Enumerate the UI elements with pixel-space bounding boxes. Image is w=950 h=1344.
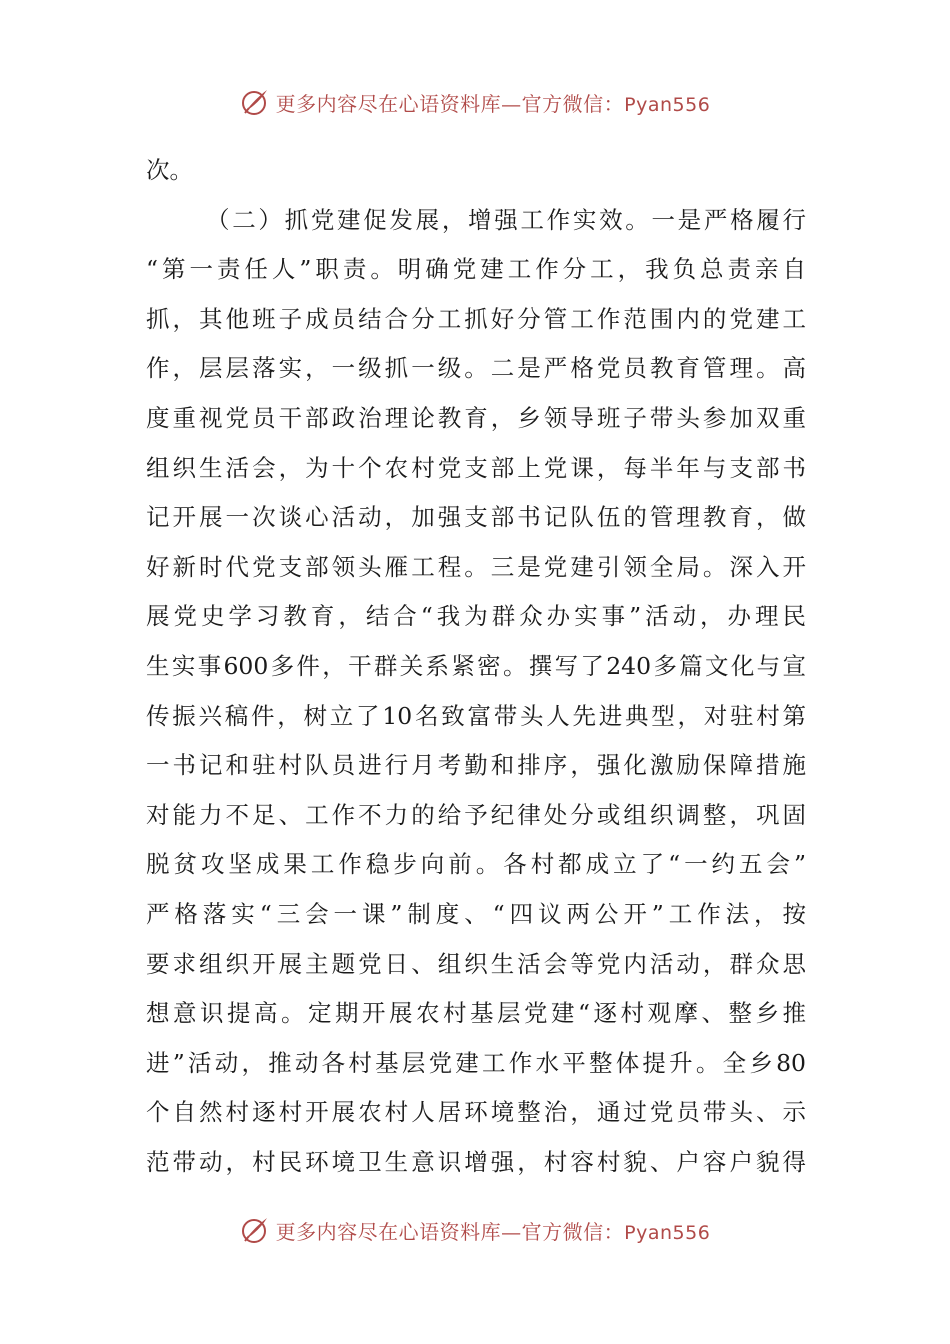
body-line: 次。 (146, 156, 193, 184)
body-line: 组织生活会，为十个农村党支部上党课，每半年与支部书 (146, 453, 806, 482)
body-line: 生实事600多件，干群关系紧密。撰写了240多篇文化与宣 (146, 651, 806, 680)
body-line: 传振兴稿件，树立了10名致富带头人先进典型，对驻村第 (146, 701, 806, 730)
header-banner-text: 更多内容尽在心语资料库—官方微信：Pyan556 (275, 91, 711, 116)
body-line: 严格落实“三会一课”制度、“四议两公开”工作法，按 (146, 899, 806, 928)
body-line: 范带动，村民环境卫生意识增强，村容村貌、户容户貌得 (146, 1147, 806, 1176)
body-line: 一书记和驻村队员进行月考勤和排序，强化激励保障措施 (146, 751, 806, 780)
footer-wechat-account: Pyan556 (624, 1221, 711, 1244)
body-line: 作，层层落实，一级抓一级。二是严格党员教育管理。高 (146, 354, 806, 383)
body-line: 个自然村逐村开展农村人居环境整治，通过党员带头、示 (146, 1098, 806, 1127)
document-body (146, 146, 806, 1187)
body-line: 想意识提高。定期开展农村基层党建“逐村观摩、整乡推 (146, 999, 806, 1028)
header-banner (0, 82, 950, 122)
body-line: 记开展一次谈心活动，加强支部书记队伍的管理教育，做 (146, 503, 806, 532)
body-line: 脱贫攻坚成果工作稳步向前。各村都成立了“一约五会” (146, 850, 806, 879)
quill-logo-icon (240, 87, 270, 117)
body-line: “第一责任人”职责。明确党建工作分工，我负总责亲自 (146, 255, 806, 284)
body-line: 好新时代党支部领头雁工程。三是党建引领全局。深入开 (146, 552, 806, 581)
body-line: 要求组织开展主题党日、组织生活会等党内活动，群众思 (146, 949, 806, 978)
body-line: 度重视党员干部政治理论教育，乡领导班子带头参加双重 (146, 403, 806, 432)
body-line: 对能力不足、工作不力的给予纪律处分或组织调整，巩固 (146, 800, 806, 829)
body-line: 展党史学习教育，结合“我为群众办实事”活动，办理民 (146, 602, 806, 631)
header-wechat-account: Pyan556 (624, 93, 711, 116)
footer-banner-text: 更多内容尽在心语资料库—官方微信：Pyan556 (275, 1219, 711, 1244)
quill-logo-icon (240, 1215, 270, 1245)
footer-banner (0, 1210, 950, 1250)
body-line: 进”活动，推动各村基层党建工作水平整体提升。全乡80 (146, 1048, 806, 1077)
body-line: （二）抓党建促发展，增强工作实效。一是严格履行 (206, 205, 806, 234)
body-line: 抓，其他班子成员结合分工抓好分管工作范围内的党建工 (146, 304, 806, 333)
